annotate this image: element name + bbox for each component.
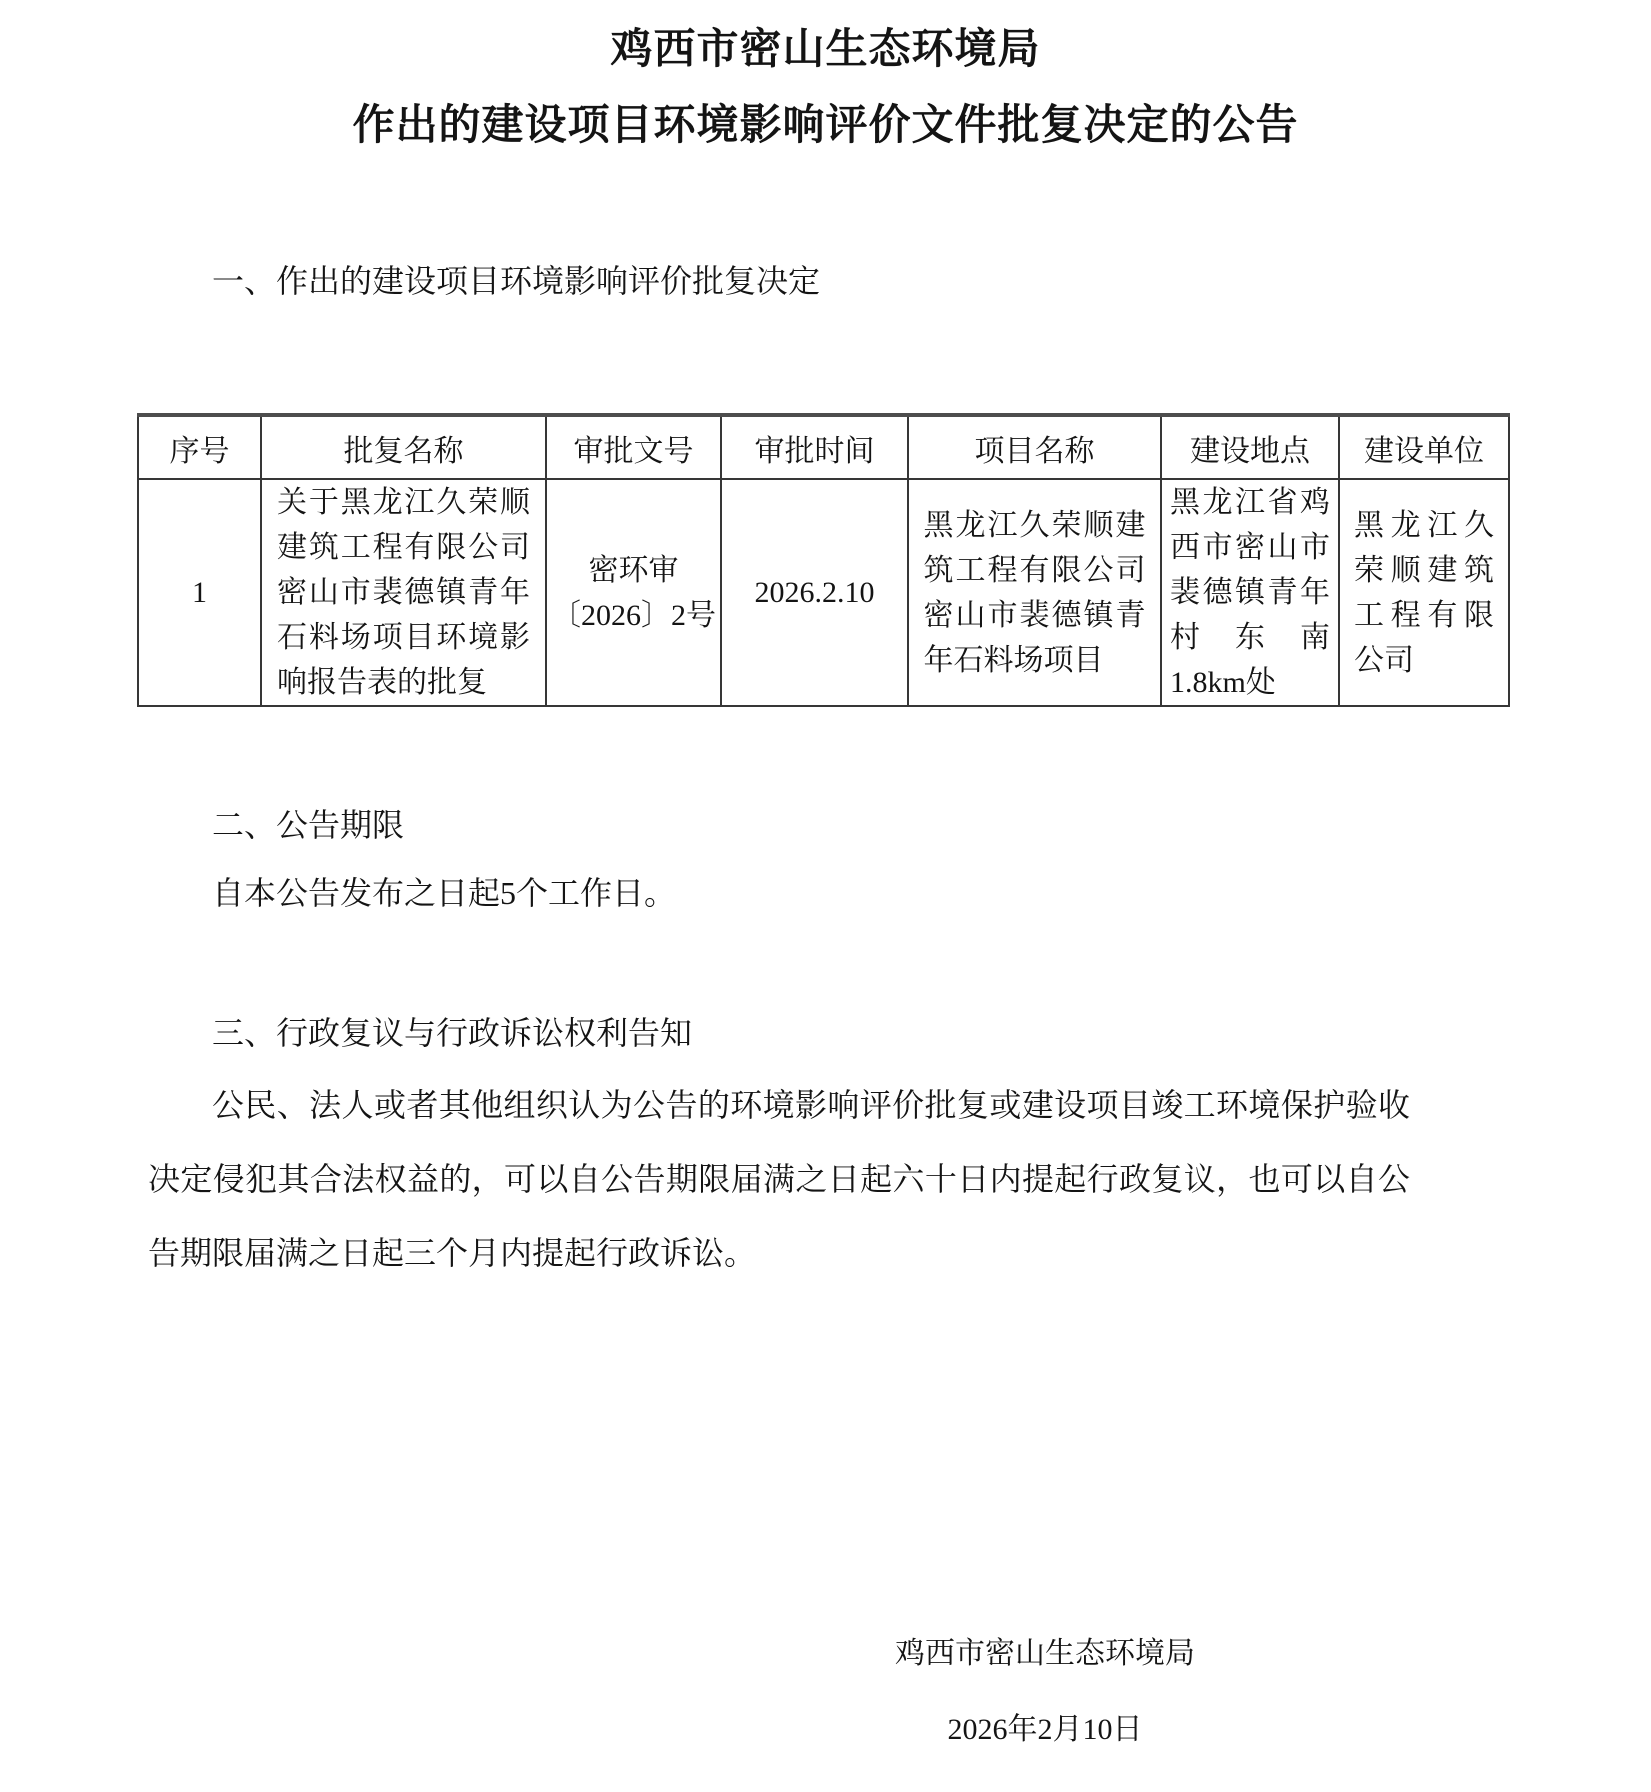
- section-1-heading: 一、作出的建设项目环境影响评价批复决定: [212, 263, 821, 299]
- header-company: 建设单位: [1339, 415, 1509, 479]
- table-row: [138, 479, 1509, 706]
- section-2-heading: 二、公告期限: [212, 807, 405, 843]
- header-index: 序号: [138, 415, 261, 479]
- cell-location: 黑龙江省鸡西市密山市裴德镇青年村东南1.8km处: [1161, 479, 1339, 706]
- document-title-line1: 鸡西市密山生态环境局: [610, 27, 1041, 73]
- header-approval-name: 批复名称: [261, 415, 546, 479]
- header-approval-date: 审批时间: [721, 415, 908, 479]
- header-location: 建设地点: [1161, 415, 1339, 479]
- approval-decisions-table: [137, 413, 1510, 707]
- cell-company: 黑龙江久荣顺建筑工程有限公司: [1339, 479, 1509, 706]
- footer-date: 2026年2月10日: [947, 1713, 1143, 1746]
- cell-project-name: 黑龙江久荣顺建筑工程有限公司密山市裴德镇青年石料场项目: [908, 479, 1161, 706]
- footer-organization: 鸡西市密山生态环境局: [895, 1637, 1195, 1670]
- header-approval-number: 审批文号: [546, 415, 721, 479]
- cell-approval-name: 关于黑龙江久荣顺建筑工程有限公司密山市裴德镇青年石料场项目环境影响报告表的批复: [261, 479, 546, 706]
- table-header-row: [138, 415, 1509, 479]
- section-3-heading: 三、行政复议与行政诉讼权利告知: [212, 1015, 693, 1051]
- header-project-name: 项目名称: [908, 415, 1161, 479]
- cell-approval-number: 密环审〔2026〕2号: [546, 479, 721, 706]
- section-3-body: 公民、法人或者其他组织认为公告的环境影响评价批复或建设项目竣工环境保护验收决定侵犯其合法权益的，可以自公告期限届满之日起六十日内提起行政复议，也可以自公告期限届满之日起三个月内提起行政诉讼。: [148, 1087, 1410, 1271]
- cell-approval-date: 2026.2.10: [721, 479, 908, 706]
- section-2-body: 自本公告发布之日起5个工作日。: [212, 875, 677, 911]
- document-title-line2: 作出的建设项目环境影响评价文件批复决定的公告: [352, 103, 1299, 149]
- cell-index: 1: [138, 479, 261, 706]
